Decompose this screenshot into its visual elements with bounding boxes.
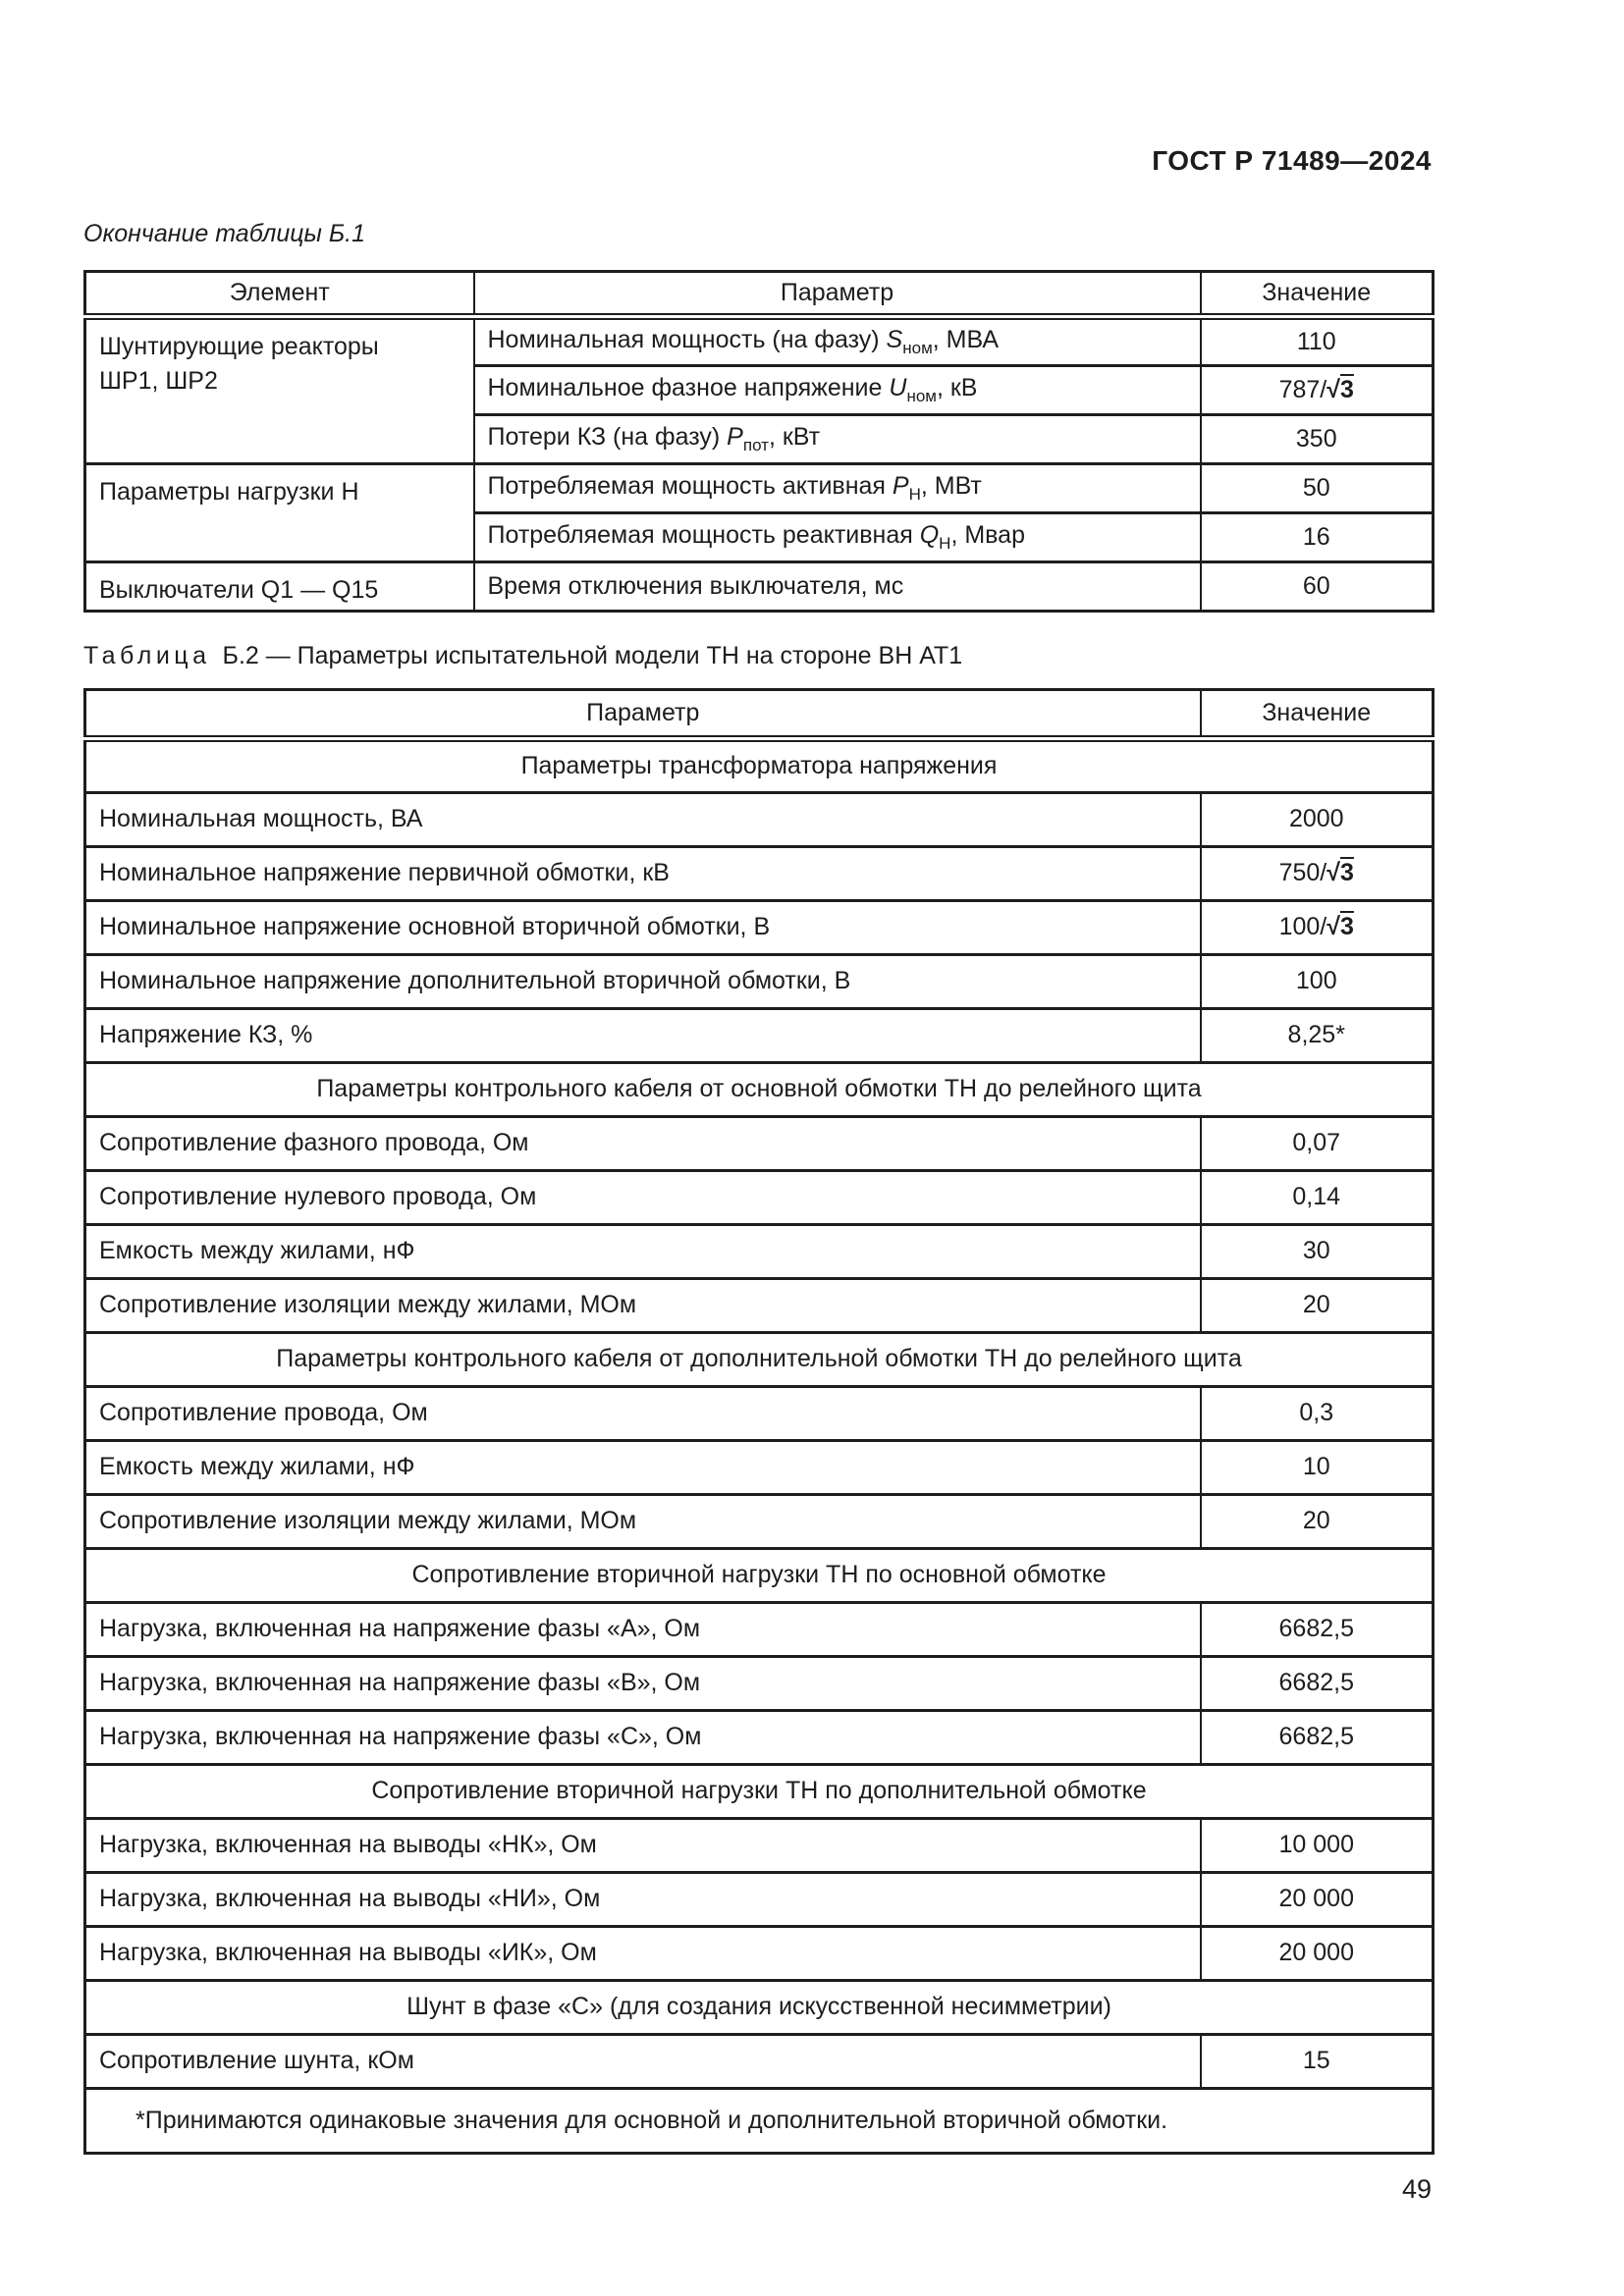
value-cell: 6682,5 xyxy=(1201,1711,1434,1765)
table-b2-body xyxy=(85,739,1434,2154)
value-cell: 787/√3 xyxy=(1201,366,1434,415)
value-cell: 30 xyxy=(1201,1225,1434,1279)
table-row xyxy=(85,1171,1434,1225)
value-cell: 60 xyxy=(1201,562,1434,612)
value-cell: 0,14 xyxy=(1201,1171,1434,1225)
footnote-row xyxy=(85,2089,1434,2154)
section-cell: Параметры контрольного кабеля от дополнительной обмотки ТН до релейного щита xyxy=(85,1333,1434,1387)
table-row xyxy=(85,1117,1434,1171)
value-cell: 750/√3 xyxy=(1201,847,1434,901)
table-row xyxy=(85,1819,1434,1873)
parameter-cell: Нагрузка, включенная на выводы «ИК», Ом xyxy=(85,1927,1201,1981)
sqrt-radicand: 3 xyxy=(1340,375,1354,403)
table-b1-continuation-caption: Окончание таблицы Б.1 xyxy=(83,220,365,247)
parameter-cell: Сопротивление нулевого провода, Ом xyxy=(85,1171,1201,1225)
element-cell: Шунтирующие реакторы ШР1, ШР2 xyxy=(85,317,474,464)
value-cell: 0,07 xyxy=(1201,1117,1434,1171)
sqrt-radicand: 3 xyxy=(1340,913,1354,941)
parameter-cell: Нагрузка, включенная на напряжение фазы «С», Ом xyxy=(85,1711,1201,1765)
parameter-cell: Номинальное напряжение первичной обмотки, кВ xyxy=(85,847,1201,901)
parameter-cell: Номинальная мощность (на фазу) $S_{ном}$, МВА xyxy=(474,317,1201,366)
column-header: Параметр xyxy=(474,272,1201,317)
doc-header: ГОСТ Р 71489—2024 xyxy=(1152,145,1432,176)
section-cell: Параметры трансформатора напряжения xyxy=(85,739,1434,793)
table-row xyxy=(85,1441,1434,1495)
value-cell: 0,3 xyxy=(1201,1387,1434,1441)
parameter-cell: Нагрузка, включенная на напряжение фазы «А», Ом xyxy=(85,1603,1201,1657)
parameter-cell: Нагрузка, включенная на напряжение фазы «В», Ом xyxy=(85,1657,1201,1711)
sqrt-radical: √3 xyxy=(1326,375,1354,403)
parameter-cell: Сопротивление изоляции между жилами, МОм xyxy=(85,1279,1201,1333)
parameter-cell: Потребляемая мощность реактивная $Q_Н$, Мвар xyxy=(474,513,1201,562)
variable-symbol: Q xyxy=(919,521,940,550)
table-b2 xyxy=(83,688,1435,2155)
parameter-cell: Нагрузка, включенная на выводы «НК», Ом xyxy=(85,1819,1201,1873)
section-cell: Сопротивление вторичной нагрузки ТН по дополнительной обмотке xyxy=(85,1765,1434,1819)
table-row xyxy=(85,1009,1434,1063)
value-cell: 110 xyxy=(1201,317,1434,366)
variable-subscript: Н xyxy=(908,485,921,505)
parameter-cell: Потери КЗ (на фазу) $P_{пот}$, кВт xyxy=(474,415,1201,464)
footnote-cell: *Принимаются одинаковые значения для основной и дополнительной вторичной обмотки. xyxy=(85,2089,1434,2154)
table-header-row xyxy=(85,272,1434,317)
value-cell: 100/√3 xyxy=(1201,901,1434,955)
parameter-cell: Емкость между жилами, нФ xyxy=(85,1441,1201,1495)
parameter-cell: Номинальное фазное напряжение $U_{ном}$, кВ xyxy=(474,366,1201,415)
section-cell: Параметры контрольного кабеля от основной обмотки ТН до релейного щита xyxy=(85,1063,1434,1117)
value-cell: 6682,5 xyxy=(1201,1657,1434,1711)
value-cell: 15 xyxy=(1201,2035,1434,2089)
variable-subscript: ном xyxy=(906,387,937,406)
table-row xyxy=(85,1225,1434,1279)
table-row xyxy=(85,1387,1434,1441)
table-header-row xyxy=(85,690,1434,739)
parameter-cell: Номинальное напряжение дополнительной вторичной обмотки, В xyxy=(85,955,1201,1009)
column-header: Значение xyxy=(1201,272,1434,317)
parameter-cell: Время отключения выключателя, мс xyxy=(474,562,1201,612)
parameter-cell: Напряжение КЗ, % xyxy=(85,1009,1201,1063)
value-cell: 350 xyxy=(1201,415,1434,464)
table-row xyxy=(85,1927,1434,1981)
value-cell: 2000 xyxy=(1201,793,1434,847)
section-row xyxy=(85,1981,1434,2035)
column-header: Элемент xyxy=(85,272,474,317)
section-row xyxy=(85,1549,1434,1603)
table-row xyxy=(85,317,1434,366)
table-row xyxy=(85,847,1434,901)
table-row xyxy=(85,464,1434,513)
section-row xyxy=(85,1063,1434,1117)
element-cell: Выключатели Q1 — Q15 xyxy=(85,562,474,612)
value-cell: 16 xyxy=(1201,513,1434,562)
value-cell: 8,25* xyxy=(1201,1009,1434,1063)
table-b2-caption-text: Б.2 — Параметры испытательной модели ТН на стороне ВН АТ1 xyxy=(222,642,963,669)
sqrt-radical: √3 xyxy=(1326,913,1354,941)
parameter-cell: Сопротивление провода, Ом xyxy=(85,1387,1201,1441)
parameter-cell: Потребляемая мощность активная $P_Н$, МВт xyxy=(474,464,1201,513)
table-row xyxy=(85,1711,1434,1765)
sqrt-radicand: 3 xyxy=(1340,859,1354,887)
variable-symbol: S xyxy=(886,326,903,354)
table-row xyxy=(85,1603,1434,1657)
parameter-cell: Нагрузка, включенная на выводы «НИ», Ом xyxy=(85,1873,1201,1927)
table-b1 xyxy=(83,270,1435,613)
table-row xyxy=(85,562,1434,612)
table-b2-caption xyxy=(83,642,1432,670)
table-row xyxy=(85,1495,1434,1549)
section-row xyxy=(85,1765,1434,1819)
table-b2-caption-label: Таблица xyxy=(83,642,211,669)
value-cell: 6682,5 xyxy=(1201,1603,1434,1657)
section-row xyxy=(85,1333,1434,1387)
value-cell: 20 xyxy=(1201,1279,1434,1333)
variable-symbol: U xyxy=(889,374,907,402)
value-cell: 10 xyxy=(1201,1441,1434,1495)
variable-subscript: Н xyxy=(939,534,951,554)
table-row xyxy=(85,2035,1434,2089)
table-row xyxy=(85,955,1434,1009)
column-header: Значение xyxy=(1201,690,1434,739)
variable-subscript: пот xyxy=(742,436,769,455)
table-row xyxy=(85,793,1434,847)
page-number: 49 xyxy=(1401,2174,1432,2204)
section-cell: Сопротивление вторичной нагрузки ТН по основной обмотке xyxy=(85,1549,1434,1603)
parameter-cell: Номинальное напряжение основной вторичной обмотки, В xyxy=(85,901,1201,955)
section-row xyxy=(85,739,1434,793)
parameter-cell: Номинальная мощность, ВА xyxy=(85,793,1201,847)
sqrt-radical: √3 xyxy=(1326,859,1354,887)
value-cell: 100 xyxy=(1201,955,1434,1009)
value-cell: 50 xyxy=(1201,464,1434,513)
table-row xyxy=(85,901,1434,955)
value-cell: 10 000 xyxy=(1201,1819,1434,1873)
variable-symbol: P xyxy=(727,423,743,452)
table-b1-body xyxy=(85,317,1434,612)
variable-subscript: ном xyxy=(902,339,933,358)
column-header: Параметр xyxy=(85,690,1201,739)
parameter-cell: Емкость между жилами, нФ xyxy=(85,1225,1201,1279)
table-row xyxy=(85,1279,1434,1333)
table-row xyxy=(85,1873,1434,1927)
section-cell: Шунт в фазе «С» (для создания искусственной несимметрии) xyxy=(85,1981,1434,2035)
parameter-cell: Сопротивление изоляции между жилами, МОм xyxy=(85,1495,1201,1549)
table-b1-header xyxy=(85,272,1434,317)
value-cell: 20 000 xyxy=(1201,1873,1434,1927)
value-cell: 20 000 xyxy=(1201,1927,1434,1981)
element-cell: Параметры нагрузки Н xyxy=(85,464,474,562)
parameter-cell: Сопротивление шунта, кОм xyxy=(85,2035,1201,2089)
value-cell: 20 xyxy=(1201,1495,1434,1549)
variable-symbol: P xyxy=(892,472,909,501)
parameter-cell: Сопротивление фазного провода, Ом xyxy=(85,1117,1201,1171)
table-row xyxy=(85,1657,1434,1711)
table-b2-header xyxy=(85,690,1434,739)
